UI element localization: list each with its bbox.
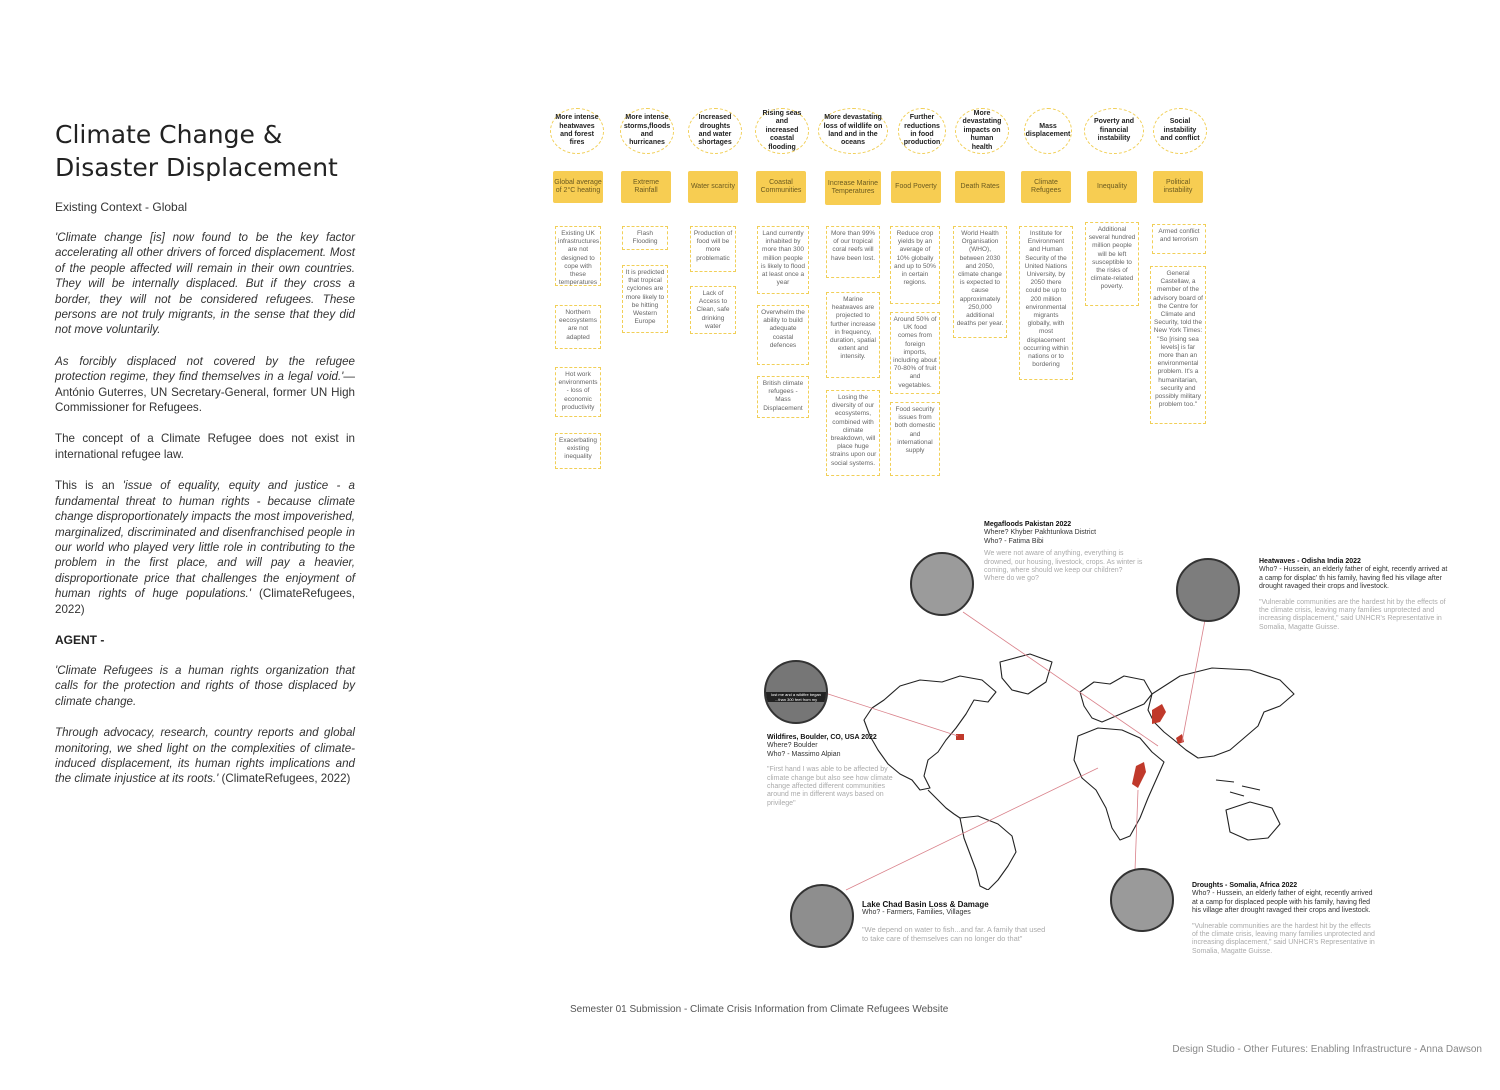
impact-cause-box: Climate Refugees — [1021, 171, 1071, 203]
impact-cause-box: Extreme Rainfall — [621, 171, 671, 203]
story-where: Where? Boulder — [767, 742, 818, 750]
avatar-lake-chad — [790, 884, 854, 948]
impact-note: Exacerbating existing inequality — [555, 433, 601, 469]
story-who: Who? - Hussein, an elderly father of eight, recently arrived at a camp for displaced people with his family, having fled his village after drought ravaged their crops and livestock. — [1192, 890, 1373, 915]
impact-note: Food security issues from both domestic and international supply — [890, 402, 940, 476]
equality-quote: 'issue of equality, equity and justice - a fundamental threat to human rights - because climate change disproportionately impacts the most impoverished, marginalized, discriminated and disenfranchised people in our world who played very little role in contributing to the problem in the first place, and will pay a heavier, disproportionate price that challenges the enjoyment of human rights of huge populations.' — [55, 479, 355, 601]
impact-note: Lack of Access to Clean, safe drinking water — [690, 286, 736, 334]
story-pakistan — [984, 521, 1144, 584]
impact-header: More devastating loss of wildlife on land and in the oceans — [818, 108, 888, 154]
story-lake-chad — [862, 901, 1052, 944]
story-quote: "We depend on water to fish...and far. A family that used to take care of themselves can no longer do that" — [862, 924, 1046, 944]
connector-odisha — [1182, 620, 1205, 742]
page-subtitle: Existing Context - Global — [55, 200, 188, 214]
connector-somalia — [1135, 790, 1138, 870]
impact-cause-box: Coastal Communities — [756, 171, 806, 203]
impact-header: Increased droughts and water shortages — [688, 108, 742, 154]
guterres-quote: 'Climate change [is] now found to be the key factor accelerating all other drivers of forced displacement. Most of the people affected will remain in their own countries. They will be internally displaced. But if they cross a border, they will not be considered refugees. These persons are not truly migrants, in the sense that they did not move voluntarily. — [55, 231, 355, 337]
impact-header: Further reductions in food production — [898, 108, 946, 154]
story-quote: We were not aware of anything, everything is drowned, our housing, livestock, crops. As winter is coming, where should we keep our children? Where do we go? — [984, 550, 1143, 583]
figure-caption: Semester 01 Submission - Climate Crisis Information from Climate Refugees Website — [570, 1004, 949, 1015]
impact-note: Existing UK infrastructures are not designed to cope with these temperatures — [555, 226, 601, 286]
video-caption: lost me and a wildfire began ...than 300 feet from my — [766, 692, 826, 702]
title-line-1: Climate Change & — [55, 120, 283, 149]
avatar-hussein-somalia — [1110, 868, 1174, 932]
impact-note: Flash Flooding — [622, 226, 668, 250]
story-title: Heatwaves - Odisha India 2022 — [1259, 558, 1361, 565]
story-where: Where? Khyber Pakhtunkwa District — [984, 529, 1097, 537]
agent-quote: Through advocacy, research, country reports and global monitoring, we shed light on the complexities of climate-induced displacement, its human rights implications and the climate injustice at its roots.' — [55, 726, 355, 786]
story-who: Who? - Massimo Alpian — [767, 750, 841, 758]
guterres-quote-tail: As forcibly displaced not covered by the refugee protection regime, they find themselves in a legal void.' — [55, 354, 355, 384]
story-who: Who? - Farmers, Families, Villages — [862, 909, 971, 917]
impact-note: Marine heatwaves are projected to further increase in frequency, duration, spatial extent and intensity. — [826, 292, 880, 378]
impact-note: Institute for Environment and Human Security of the United Nations University, by 2050 there could be up to 200 million environmental migrants globally, with most displacement occurring within nations or to bordering — [1019, 226, 1073, 380]
equality-citation: (ClimateRefugees, 2022) — [55, 587, 355, 616]
impact-header: Poverty and financial instability — [1084, 108, 1144, 154]
connector-boulder — [825, 693, 958, 736]
impact-note: Additional several hundred million people will be left susceptible to the risks of climate-related poverty. — [1085, 222, 1139, 306]
impact-note: More than 99% of our tropical coral reefs will have been lost. — [826, 226, 880, 278]
impact-note: Overwhelm the ability to build adequate coastal defences — [757, 305, 809, 365]
impact-cause-box: Increase Marine Temperatures — [825, 171, 881, 205]
impact-note: Around 50% of UK food comes from foreign imports, including about 70-80% of fruit and vegetables. — [890, 312, 940, 394]
agent-paragraph-1: 'Climate Refugees is a human rights organization that calls for the protection and rights of those displaced by climate change. — [55, 663, 355, 708]
impact-note: Hot work environments - loss of economic productivity — [555, 367, 601, 417]
impact-header: More intense storms,floods and hurricanes — [620, 108, 674, 154]
impact-note: World Health Organisation (WHO), between 2030 and 2050, climate change is expected to cause approximately 250,000 additional deaths per year. — [953, 226, 1007, 338]
impact-note: Armed conflict and terrorism — [1152, 224, 1206, 254]
connector-pakistan — [963, 612, 1158, 746]
impact-note: Losing the diversity of our ecosystems, combined with climate breakdown, will place huge strains upon our social systems. — [826, 390, 880, 476]
avatar-hussein-odisha — [1176, 558, 1240, 622]
impact-cause-box: Death Rates — [955, 171, 1005, 203]
avatar-massimo — [764, 660, 828, 724]
impact-cause-box: Inequality — [1087, 171, 1137, 203]
agent-heading: AGENT - — [55, 632, 105, 647]
impact-note: It is predicted that tropical cyclones are more likely to be hitting Western Europe — [622, 265, 668, 333]
avatar-fatima — [910, 552, 974, 616]
impact-note: Reduce crop yields by an average of 10% globally and up to 50% in certain regions. — [890, 226, 940, 304]
story-quote: "Vulnerable communities are the hardest hit by the effects of the climate crisis, leaving many families unprotected and increasing displacement," said UNHCR's Representative in Somalia, Magatte Guisse. — [1259, 598, 1446, 631]
impact-cause-box: Water scarcity — [688, 171, 738, 203]
story-somalia — [1192, 882, 1378, 956]
impact-note: British climate refugees - Mass Displacement — [757, 376, 809, 418]
story-quote: "First hand I was able to be affected by climate change but also see how climate change affected different communities around me in different ways based on privilege" — [767, 766, 893, 807]
impact-cause-box: Global average of 2°C heating — [553, 171, 603, 203]
impact-cause-box: Political instability — [1153, 171, 1203, 203]
impact-note: Northern eecosystems are not adapted — [555, 305, 601, 349]
impact-note: Land currently inhabited by more than 300 million people is likely to flood at least once a year — [757, 226, 809, 294]
story-quote: "Vulnerable communities are the hardest hit by the effects of the climate crisis, leaving many families unprotected and increasing displacement," said UNHCR's Representative in Somalia, Magatte Guisse. — [1192, 922, 1375, 955]
story-boulder — [767, 734, 899, 808]
title-line-2: Disaster Displacement — [55, 153, 338, 182]
guterres-attribution: — António Guterres, UN Secretary-General, former UN High Commissioner for Refugees. — [55, 370, 355, 415]
story-title: Megafloods Pakistan 2022 — [984, 521, 1072, 528]
story-odisha — [1259, 558, 1451, 632]
impact-note: Production of food will be more problematic — [690, 226, 736, 272]
page-credit: Design Studio - Other Futures: Enabling Infrastructure - Anna Dawson — [1172, 1044, 1482, 1055]
impact-note: General Castellaw, a member of the advisory board of the Centre for Climate and Security, told the New York Times: "So [rising sea levels] is far more than an environmental problem. It's a humanitarian, security and possibly military problem too." — [1150, 266, 1206, 424]
impact-header: Rising seas and increased coastal flooding — [755, 108, 809, 154]
story-who: Who? - Hussein, an elderly father of eight, recently arrived at a camp for displac' th his family, having fled his village after drought ravaged their crops and livestock. — [1259, 566, 1448, 591]
impact-header: More intense heatwaves and forest fires — [550, 108, 604, 154]
story-title: Droughts - Somalia, Africa 2022 — [1192, 882, 1298, 889]
concept-paragraph: The concept of a Climate Refugee does not exist in international refugee law. — [55, 432, 355, 461]
story-title: Lake Chad Basin Loss & Damage — [862, 900, 989, 909]
impact-header: Social instability and conflict — [1153, 108, 1207, 154]
agent-citation: (ClimateRefugees, 2022) — [218, 772, 351, 786]
story-who: Who? - Fatima Bibi — [984, 537, 1044, 545]
equality-lead: This is an — [55, 479, 123, 493]
impact-header: More devastating impacts on human health — [955, 108, 1009, 154]
impact-header: Mass displacement — [1024, 108, 1072, 154]
impact-cause-box: Food Poverty — [891, 171, 941, 203]
story-title: Wildfires, Boulder, CO, USA 2022 — [767, 734, 877, 741]
